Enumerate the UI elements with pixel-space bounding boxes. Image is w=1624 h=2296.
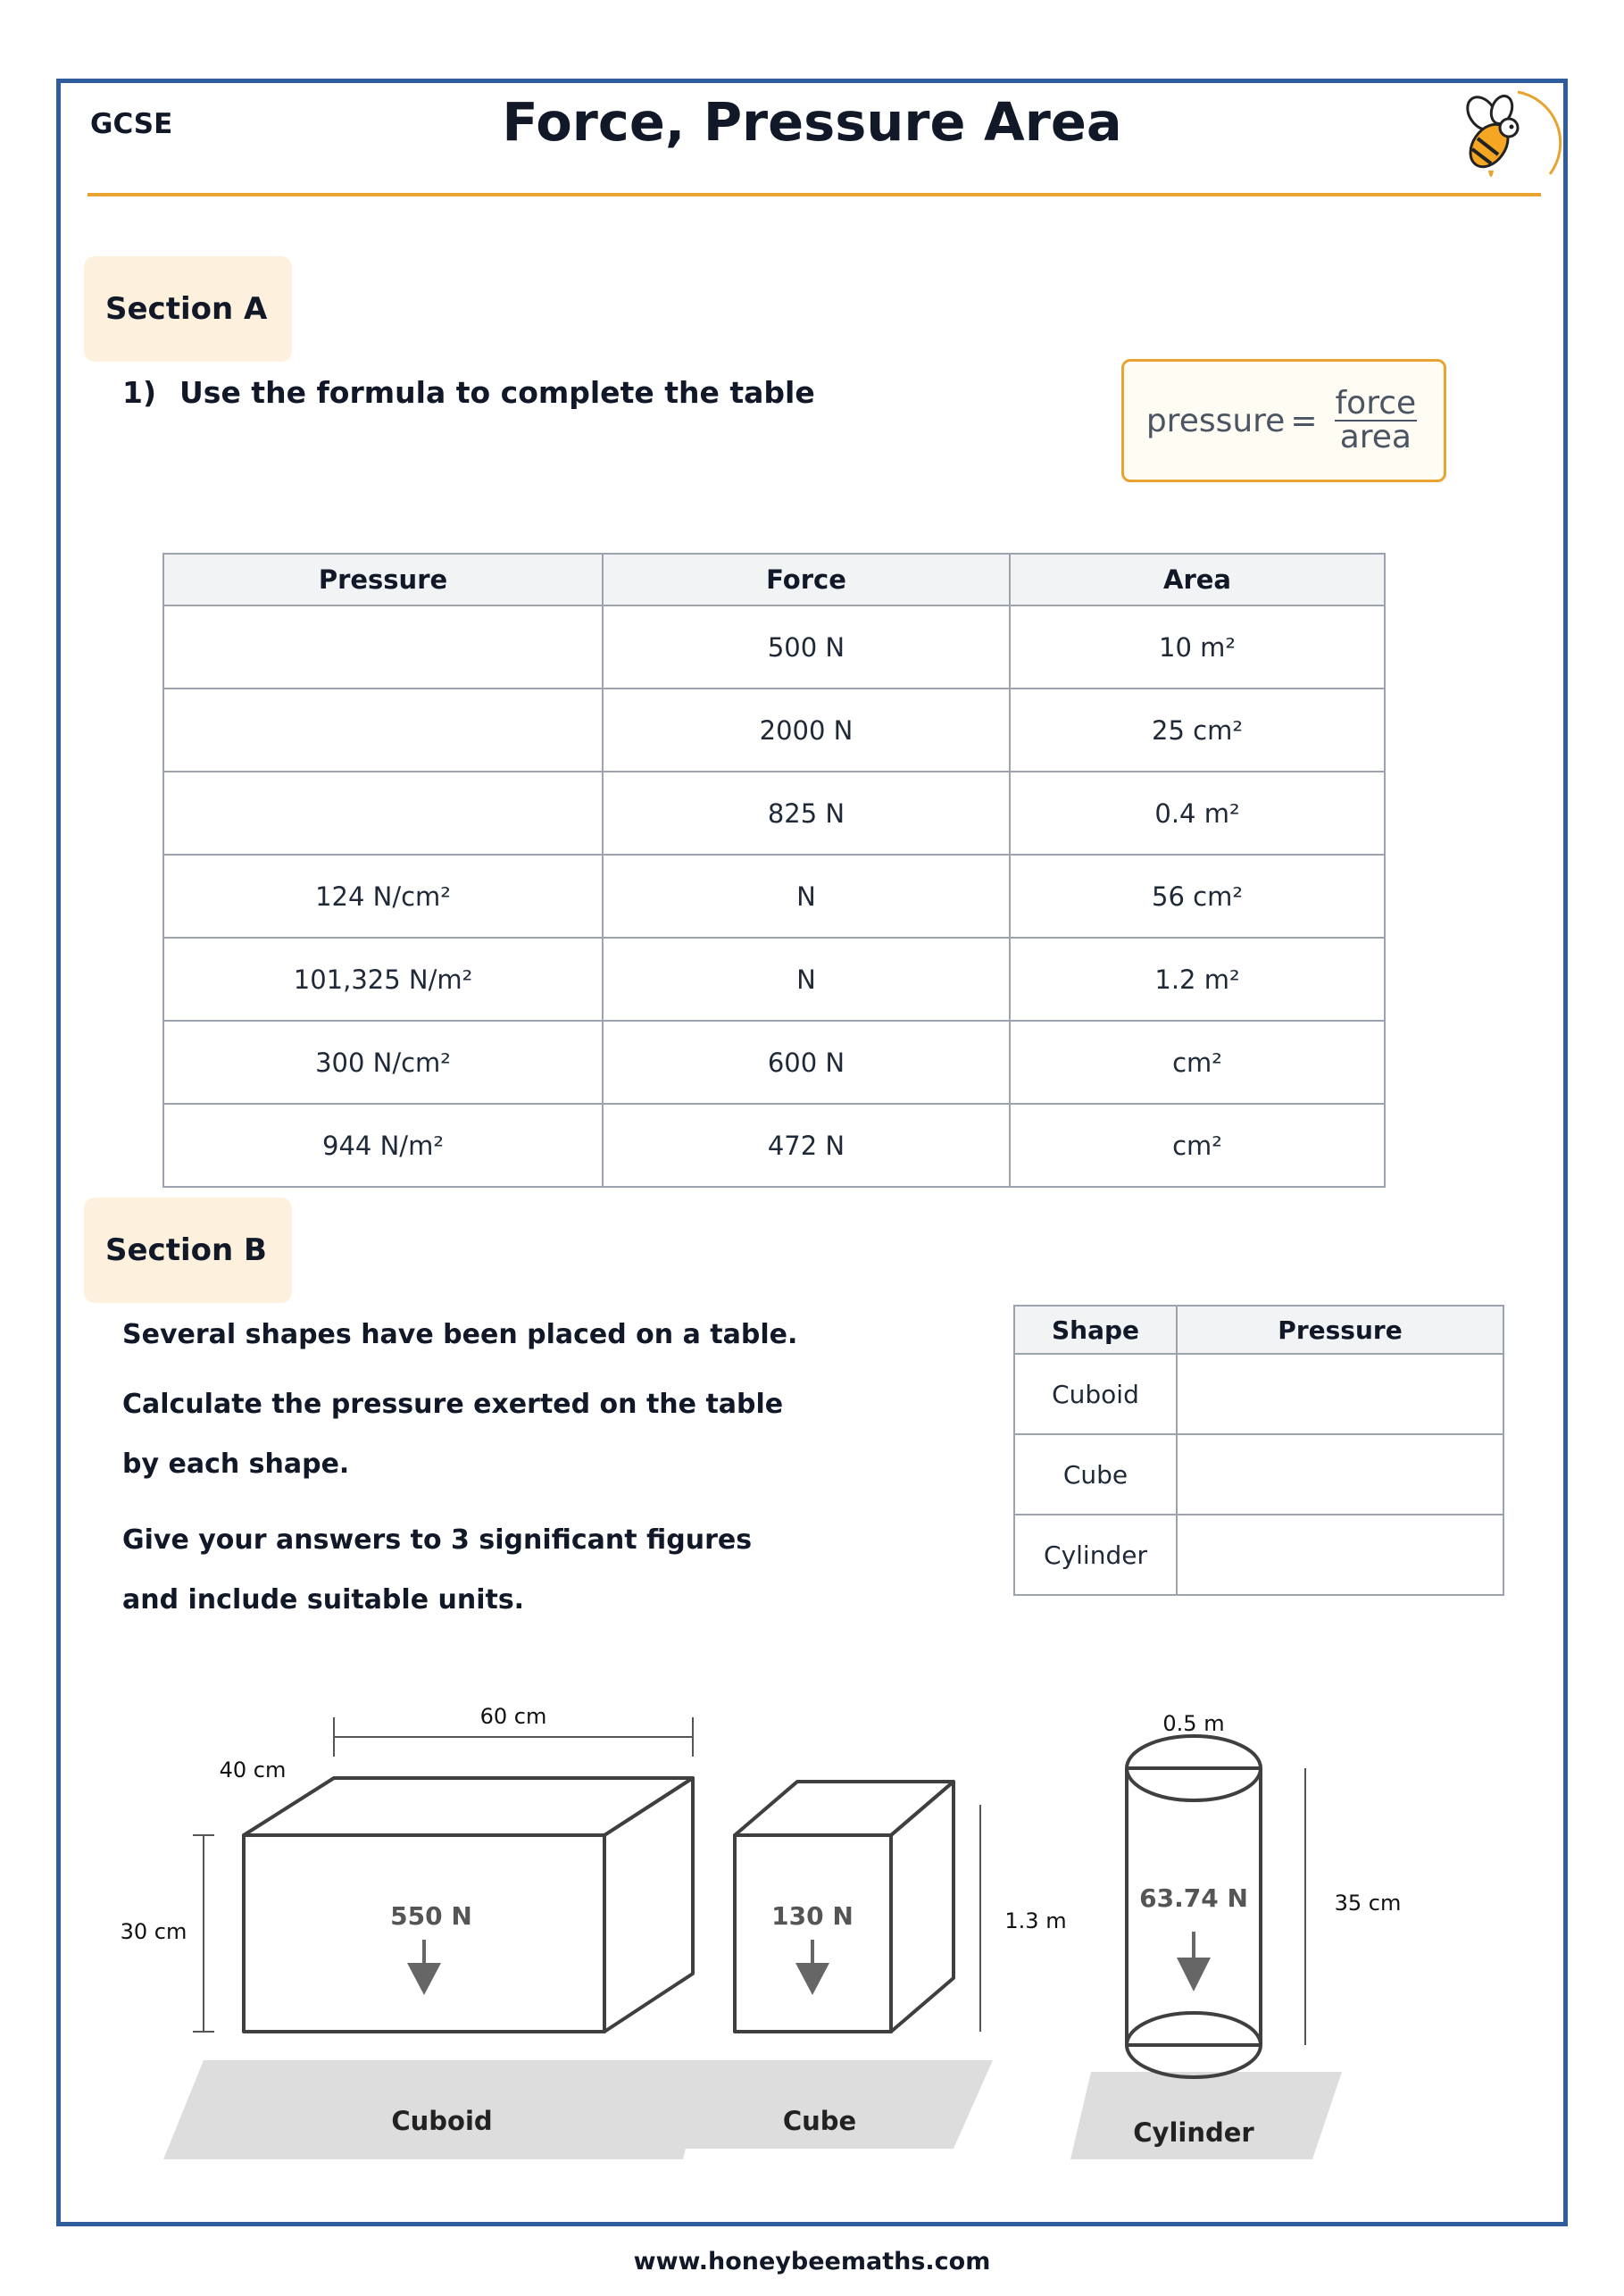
- force-cell: 825 N: [603, 772, 1010, 855]
- level-label: GCSE: [90, 108, 173, 140]
- table-row: [163, 1104, 1385, 1187]
- table-row: [1014, 1354, 1503, 1434]
- section-b-tag: Section B: [84, 1198, 292, 1303]
- area-cell: 56 cm²: [1010, 855, 1385, 938]
- pressure-cell[interactable]: [163, 605, 603, 689]
- table-row: [163, 938, 1385, 1021]
- header-pressure: Pressure: [163, 554, 603, 605]
- table-row: [1014, 1515, 1503, 1595]
- header-pressure: Pressure: [1177, 1306, 1503, 1354]
- formula-fraction: [1330, 385, 1422, 455]
- instruction-line: Calculate the pressure exerted on the table: [122, 1389, 784, 1420]
- shape-cell: Cuboid: [1014, 1354, 1177, 1434]
- cylinder-name-label: Cylinder: [1133, 2117, 1254, 2148]
- question-text: Use the formula to complete the table: [179, 375, 815, 410]
- cylinder-force-label: 63.74 N: [1139, 1883, 1248, 1913]
- instruction-line: Give your answers to 3 significant figures: [122, 1524, 753, 1556]
- shape-cell: Cylinder: [1014, 1515, 1177, 1595]
- pressure-cell: 944 N/m²: [163, 1104, 603, 1187]
- cuboid-height-dimension: [193, 1835, 214, 2032]
- table-header-row: [1014, 1306, 1503, 1354]
- answer-cell[interactable]: [1177, 1354, 1503, 1434]
- instruction-line: by each shape.: [122, 1449, 350, 1480]
- cuboid-name-label: Cuboid: [391, 2106, 493, 2136]
- answer-cell[interactable]: [1177, 1434, 1503, 1515]
- pressure-cell: 124 N/cm²: [163, 855, 603, 938]
- shape-cell: Cube: [1014, 1434, 1177, 1515]
- shape-pressure-table: [1013, 1305, 1504, 1596]
- pressure-formula-box: [1121, 359, 1446, 482]
- pressure-table: [162, 553, 1386, 1188]
- honeybee-logo-icon: [1428, 85, 1562, 183]
- table-row: [1014, 1434, 1503, 1515]
- force-cell: 472 N: [603, 1104, 1010, 1187]
- area-cell: 1.2 m²: [1010, 938, 1385, 1021]
- force-cell: 2000 N: [603, 689, 1010, 772]
- pressure-cell: 101,325 N/m²: [163, 938, 603, 1021]
- footer-url: www.honeybeemaths.com: [633, 2248, 991, 2275]
- area-cell[interactable]: cm²: [1010, 1021, 1385, 1104]
- force-cell[interactable]: N: [603, 855, 1010, 938]
- force-cell[interactable]: N: [603, 938, 1010, 1021]
- formula-lhs: pressure: [1145, 402, 1286, 439]
- cube-name-label: Cube: [782, 2106, 857, 2136]
- instruction-line: and include suitable units.: [122, 1584, 525, 1616]
- header-shape: Shape: [1014, 1306, 1177, 1354]
- area-cell: 25 cm²: [1010, 689, 1385, 772]
- area-cell[interactable]: cm²: [1010, 1104, 1385, 1187]
- question-number: 1): [122, 375, 157, 410]
- pressure-cell: 300 N/cm²: [163, 1021, 603, 1104]
- cylinder-height-label: 35 cm: [1334, 1891, 1402, 1916]
- title-divider: [87, 193, 1541, 196]
- cuboid-length-label: 60 cm: [479, 1704, 547, 1729]
- table-row: [163, 605, 1385, 689]
- cuboid-height-label: 30 cm: [120, 1919, 187, 1944]
- pressure-cell[interactable]: [163, 772, 603, 855]
- table-row: [163, 1021, 1385, 1104]
- cube-force-arrow-icon: [795, 1940, 829, 1995]
- table-row: [163, 855, 1385, 938]
- force-cell: 600 N: [603, 1021, 1010, 1104]
- question-1: [122, 375, 815, 410]
- page-title: Force, Pressure Area: [502, 91, 1122, 153]
- cuboid-force-arrow-icon: [407, 1940, 441, 1995]
- cube-force-label: 130 N: [771, 1901, 854, 1931]
- table-row: [163, 772, 1385, 855]
- formula-denominator: area: [1335, 420, 1417, 454]
- cuboid-depth-label: 40 cm: [219, 1757, 287, 1783]
- cuboid-force-label: 550 N: [390, 1901, 472, 1931]
- table-row: [163, 689, 1385, 772]
- pressure-cell[interactable]: [163, 689, 603, 772]
- section-a-tag: Section A: [84, 256, 292, 362]
- formula-equals: =: [1290, 402, 1318, 439]
- formula-numerator: force: [1335, 385, 1417, 422]
- cube-side-label: 1.3 m: [1004, 1908, 1067, 1933]
- cylinder-diameter-label: 0.5 m: [1162, 1711, 1225, 1736]
- answer-cell[interactable]: [1177, 1515, 1503, 1595]
- area-cell: 10 m²: [1010, 605, 1385, 689]
- area-cell: 0.4 m²: [1010, 772, 1385, 855]
- header-area: Area: [1010, 554, 1385, 605]
- header-force: Force: [603, 554, 1010, 605]
- cylinder-force-arrow-icon: [1177, 1932, 1211, 1991]
- table-header-row: [163, 554, 1385, 605]
- instruction-line: Several shapes have been placed on a table.: [122, 1319, 798, 1350]
- shapes-diagram: [0, 1670, 1624, 2170]
- force-cell: 500 N: [603, 605, 1010, 689]
